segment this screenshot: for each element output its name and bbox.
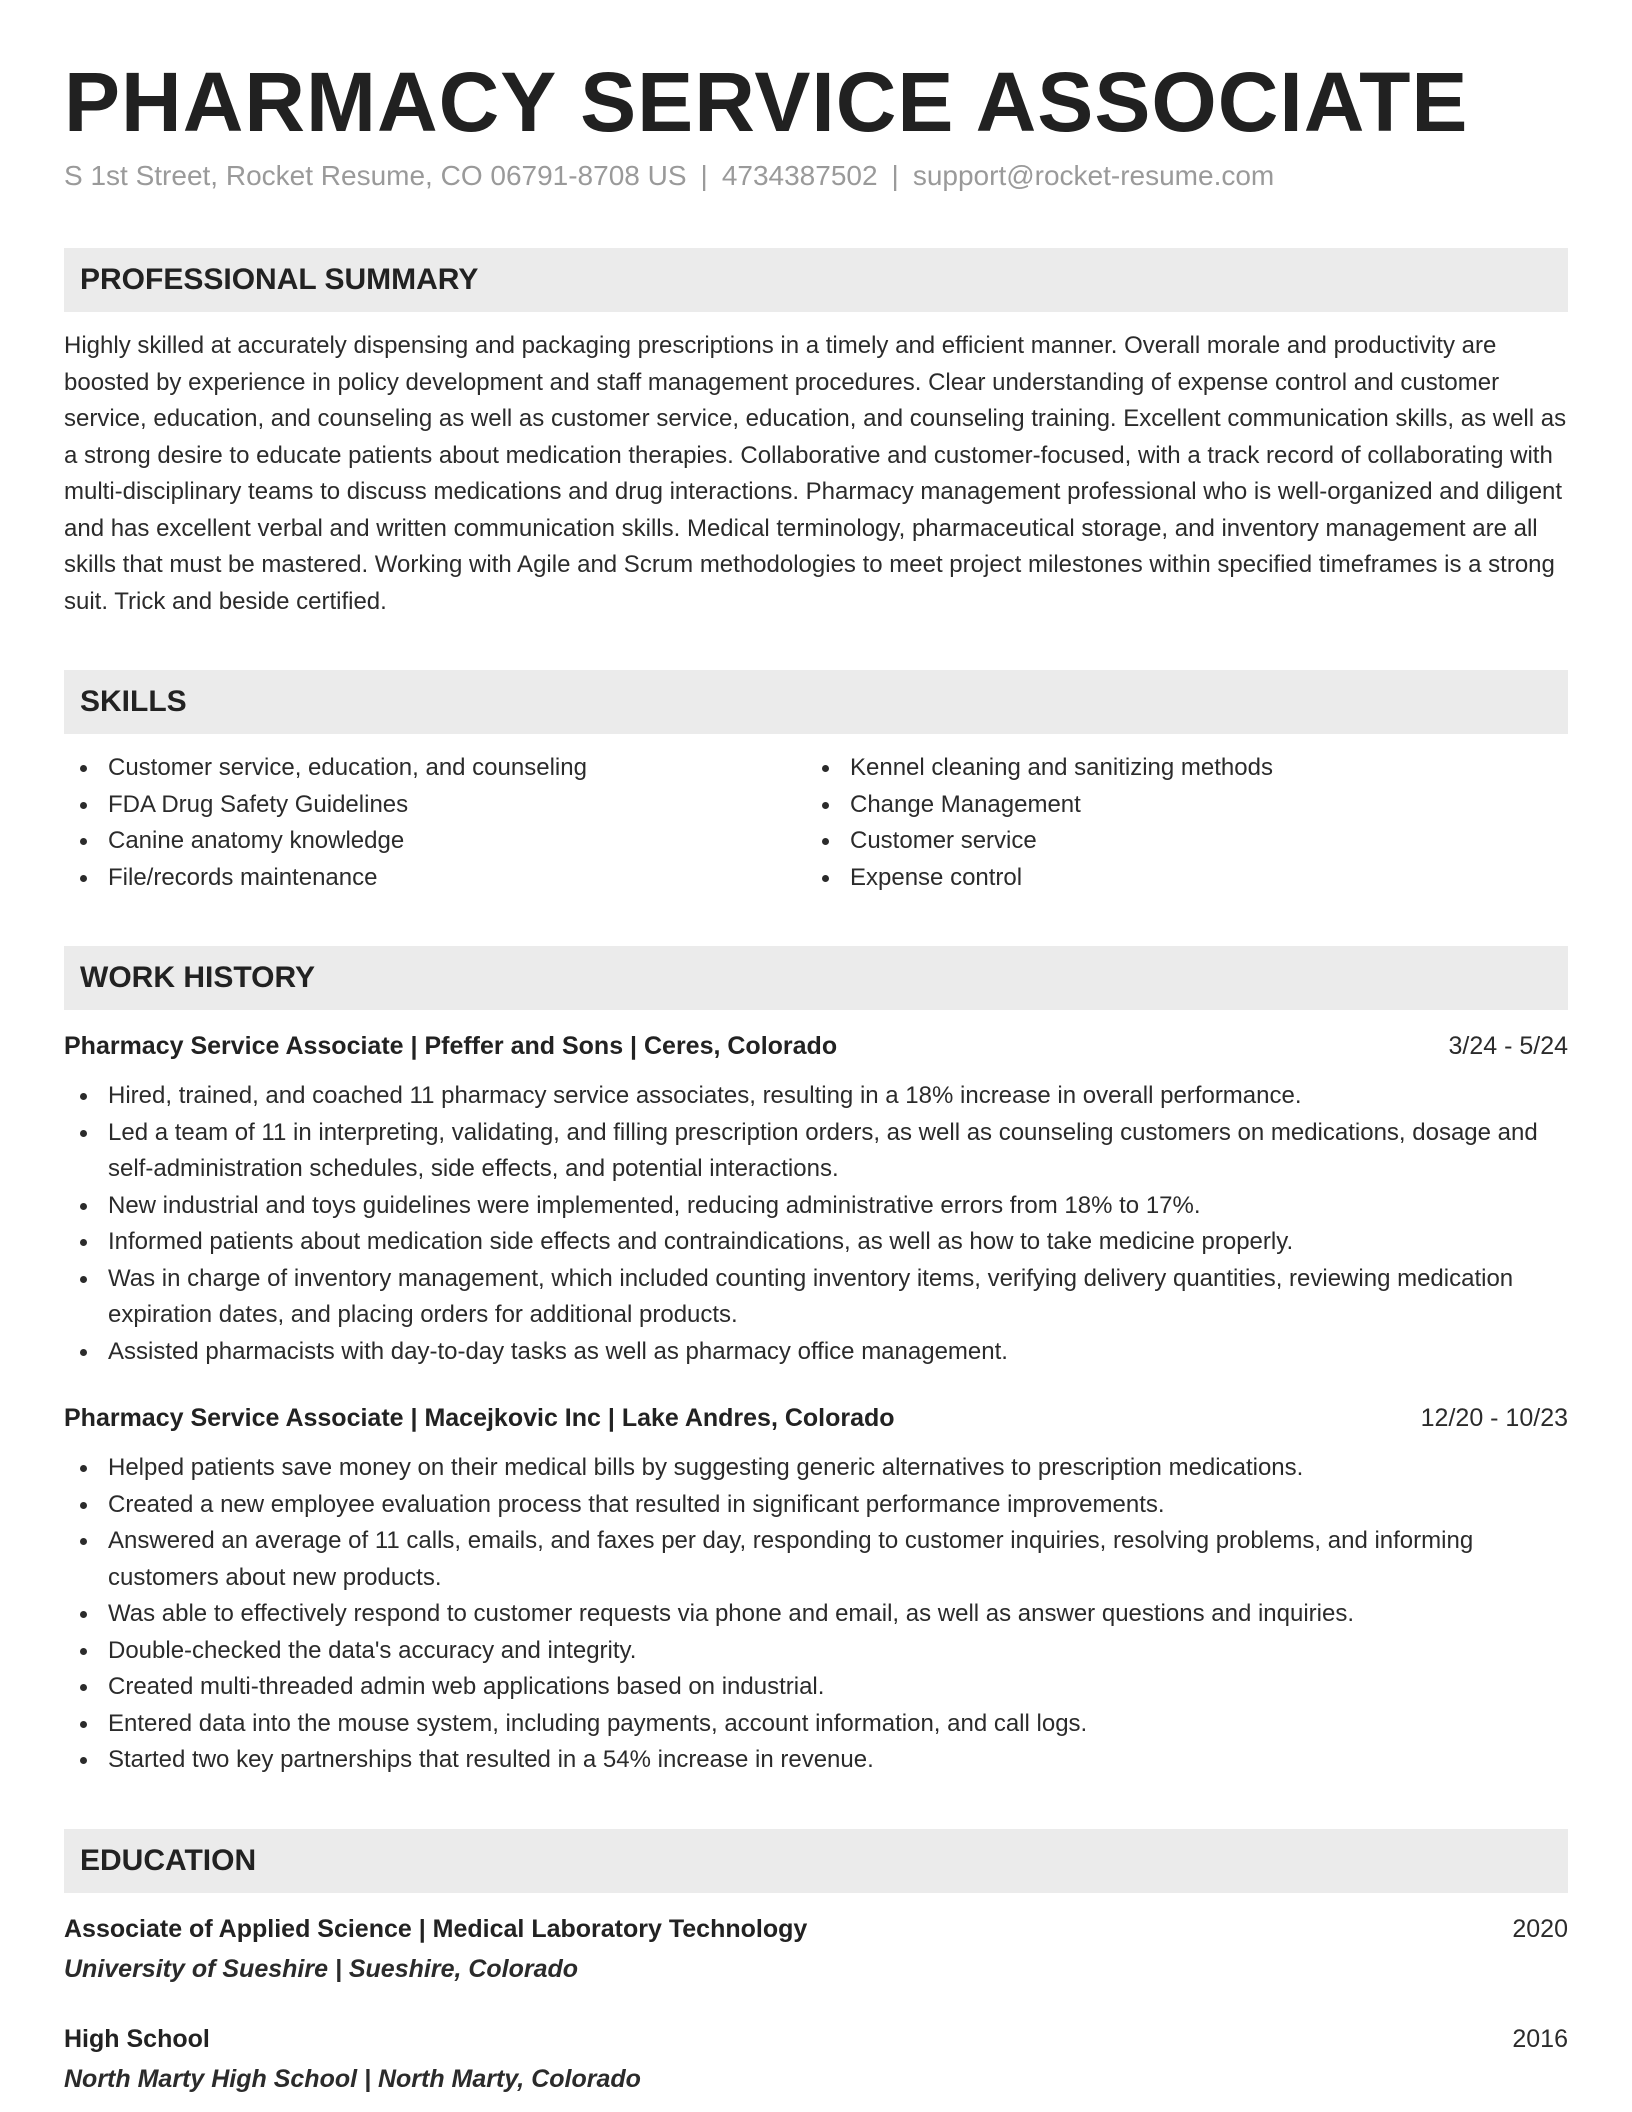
skill-item: File/records maintenance	[64, 860, 806, 897]
job-bullet: Started two key partnerships that resulted in a 54% increase in revenue.	[64, 1742, 1568, 1779]
skill-item: Customer service	[806, 823, 1548, 860]
education-degree: High School	[64, 2024, 210, 2053]
skill-item: FDA Drug Safety Guidelines	[64, 787, 806, 824]
skills-heading: SKILLS	[64, 670, 1568, 734]
skills-column-left	[64, 750, 806, 896]
job-bullet: Helped patients save money on their medical bills by suggesting generic alternatives to prescription medications.	[64, 1450, 1568, 1487]
job-header	[64, 1400, 1568, 1436]
resume-page	[64, 56, 1568, 2097]
job-bullets	[64, 1450, 1568, 1779]
job-bullet: New industrial and toys guidelines were implemented, reducing administrative errors from 18% to 17%.	[64, 1188, 1568, 1225]
job-entry	[64, 1028, 1568, 1370]
education-degree: Associate of Applied Science | Medical Laboratory Technology	[64, 1914, 808, 1943]
summary-text: Highly skilled at accurately dispensing and packaging prescriptions in a timely and efficient manner. Overall morale and productivity are boosted by experience in policy development and staff management procedures. Clear understanding of expense control and customer service, education, and counseling as well as customer service, education, and counseling training. Excellent communication skills, as well as a strong desire to educate patients about medication therapies. Collaborative and customer-focused, with a track record of collaborating with multi-disciplinary teams to discuss medications and drug interactions. Pharmacy management professional who is well-organized and diligent and has excellent verbal and written communication skills. Medical terminology, pharmaceutical storage, and inventory management are all skills that must be mastered. Working with Agile and Scrum methodologies to meet project milestones within specified timeframes is a strong suit. Trick and beside certified.	[64, 332, 1567, 615]
education-entry	[64, 1911, 1568, 1987]
contact-email[interactable]: support@rocket-resume.com	[912, 160, 1275, 192]
job-title: Pharmacy Service Associate | Pfeffer and Sons | Ceres, Colorado	[64, 1032, 838, 1061]
education-school: University of Sueshire | Sueshire, Colorado	[64, 1954, 579, 1983]
work-history-heading: WORK HISTORY	[64, 946, 1568, 1010]
candidate-name: PHARMACY SERVICE ASSOCIATE	[64, 55, 1469, 149]
job-bullet: Informed patients about medication side effects and contraindications, as well as how to take medicine properly.	[64, 1224, 1568, 1261]
job-bullet: Assisted pharmacists with day-to-day tasks as well as pharmacy office management.	[64, 1334, 1568, 1371]
job-bullet: Hired, trained, and coached 11 pharmacy service associates, resulting in a 18% increase in overall performance.	[64, 1078, 1568, 1115]
contact-line	[64, 160, 1568, 192]
education-entry	[64, 2021, 1568, 2097]
job-bullet: Created multi-threaded admin web applications based on industrial.	[64, 1669, 1568, 1706]
education-year: 2016	[1512, 2024, 1568, 2053]
education-school: North Marty High School | North Marty, Colorado	[64, 2064, 641, 2093]
job-bullet: Led a team of 11 in interpreting, validating, and filling prescription orders, as well as counseling customers on medications, dosage and self-administration schedules, side effects, and potential interactions.	[64, 1115, 1568, 1188]
job-bullet: Answered an average of 11 calls, emails, and faxes per day, responding to customer inquiries, resolving problems, and informing customers about new products.	[64, 1523, 1568, 1596]
skills-column-right	[806, 750, 1548, 896]
education-header	[64, 2021, 1568, 2057]
job-bullet: Entered data into the mouse system, including payments, account information, and call logs.	[64, 1706, 1568, 1743]
contact-separator: |	[700, 160, 708, 192]
skill-item: Customer service, education, and counseling	[64, 750, 806, 787]
education-header	[64, 1911, 1568, 1947]
job-bullet: Created a new employee evaluation process that resulted in significant performance improvements.	[64, 1487, 1568, 1524]
contact-phone: 4734387502	[721, 160, 878, 192]
skill-item: Expense control	[806, 860, 1548, 897]
job-bullet: Double-checked the data's accuracy and integrity.	[64, 1633, 1568, 1670]
job-entry	[64, 1400, 1568, 1779]
job-dates: 3/24 - 5/24	[1448, 1032, 1568, 1061]
skill-item: Change Management	[806, 787, 1548, 824]
job-dates: 12/20 - 10/23	[1420, 1404, 1568, 1433]
job-bullets	[64, 1078, 1568, 1370]
education-heading: EDUCATION	[64, 1829, 1568, 1893]
contact-address: S 1st Street, Rocket Resume, CO 06791-8708 US	[64, 160, 687, 192]
job-bullet: Was able to effectively respond to customer requests via phone and email, as well as answer questions and inquiries.	[64, 1596, 1568, 1633]
education-year: 2020	[1512, 1914, 1568, 1943]
job-header	[64, 1028, 1568, 1064]
job-title: Pharmacy Service Associate | Macejkovic Inc | Lake Andres, Colorado	[64, 1404, 895, 1433]
summary-heading: PROFESSIONAL SUMMARY	[64, 248, 1568, 312]
skill-item: Kennel cleaning and sanitizing methods	[806, 750, 1548, 787]
contact-separator: |	[891, 160, 899, 192]
skills-list	[64, 750, 1568, 896]
job-bullet: Was in charge of inventory management, which included counting inventory items, verifying delivery quantities, reviewing medication expiration dates, and placing orders for additional products.	[64, 1261, 1568, 1334]
skill-item: Canine anatomy knowledge	[64, 823, 806, 860]
